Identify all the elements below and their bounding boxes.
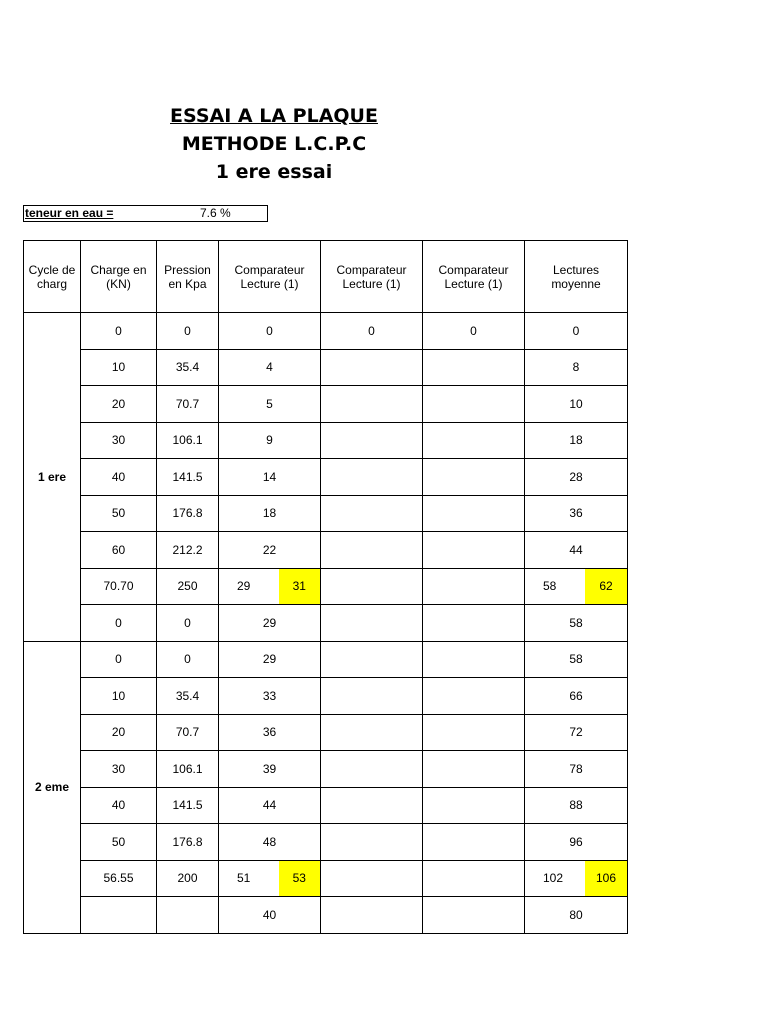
- cell-comparateur-1: 33: [219, 678, 321, 715]
- cell-moyenne: 36: [525, 495, 628, 532]
- table-row: [24, 459, 628, 496]
- header-comparateur-1-top: Comparateur: [234, 262, 305, 277]
- cell-comparateur-2: [321, 349, 423, 386]
- cell-moyenne-highlight: 62: [585, 569, 627, 605]
- moisture-content-box: [23, 205, 268, 222]
- cell-pression: 0: [157, 313, 219, 350]
- table-row: [24, 422, 628, 459]
- cell-moyenne: 88: [525, 787, 628, 824]
- cell-charge: 30: [81, 422, 157, 459]
- cell-moyenne: 44: [525, 532, 628, 569]
- cell-comparateur-1: 0: [219, 313, 321, 350]
- cell-pression: 141.5: [157, 787, 219, 824]
- cell-pression: 106.1: [157, 751, 219, 788]
- cell-comparateur-3: [423, 532, 525, 569]
- header-lectures-bottom: moyenne: [551, 276, 601, 291]
- cell-comparateur-1: 29: [219, 641, 321, 678]
- header-comparateur-2-top: Comparateur: [336, 262, 407, 277]
- cell-pression: 141.5: [157, 459, 219, 496]
- cell-charge: 70.70: [81, 568, 157, 605]
- cell-comparateur-1: 22: [219, 532, 321, 569]
- cell-moyenne: 78: [525, 751, 628, 788]
- header-comparateur-2: [321, 241, 423, 313]
- title-line-1: ESSAI A LA PLAQUE: [170, 105, 378, 127]
- cell-comparateur-3: [423, 568, 525, 605]
- cell-charge: 60: [81, 532, 157, 569]
- cell-comparateur-3: [423, 787, 525, 824]
- cell-moyenne: 80: [525, 897, 628, 934]
- cell-comparateur-2: [321, 787, 423, 824]
- header-comparateur-3-top: Comparateur: [438, 262, 509, 277]
- cell-comparateur-1-highlight: 53: [279, 861, 321, 897]
- header-comparateur-1-bottom: Lecture (1): [240, 276, 299, 291]
- header-lectures-moyenne: [525, 241, 628, 313]
- moisture-label: teneur en eau =: [25, 206, 114, 220]
- cell-comparateur-2: [321, 897, 423, 934]
- cell-moyenne: 66: [525, 678, 628, 715]
- table-row: [24, 532, 628, 569]
- header-comparateur-3-bottom: Lecture (1): [444, 276, 503, 291]
- cell-comparateur-2: [321, 459, 423, 496]
- cycle-label: 2 eme: [24, 641, 81, 933]
- cell-comparateur-3: [423, 897, 525, 934]
- cell-comparateur-3: [423, 678, 525, 715]
- table-row: [24, 714, 628, 751]
- cell-moyenne: 96: [525, 824, 628, 861]
- header-comparateur-1: [219, 241, 321, 313]
- cell-pression: 35.4: [157, 349, 219, 386]
- cell-comparateur-2: [321, 568, 423, 605]
- cell-comparateur-1: [219, 860, 321, 897]
- cell-comparateur-2: [321, 641, 423, 678]
- cell-pression: 106.1: [157, 422, 219, 459]
- cell-pression: 250: [157, 568, 219, 605]
- title-line-2: METHODE L.C.P.C: [181, 133, 367, 155]
- header-charge: Charge en (KN): [81, 241, 157, 313]
- table-row: [24, 568, 628, 605]
- cell-pression: 0: [157, 641, 219, 678]
- header-cycle: Cycle de charg: [24, 241, 81, 313]
- cell-pression: 0: [157, 605, 219, 642]
- cell-moyenne: 72: [525, 714, 628, 751]
- cell-charge: 0: [81, 641, 157, 678]
- document-title: [0, 102, 548, 186]
- cell-comparateur-1: 4: [219, 349, 321, 386]
- cell-moyenne-value: 102: [543, 871, 564, 886]
- cell-charge: 50: [81, 495, 157, 532]
- cell-pression: 70.7: [157, 386, 219, 423]
- cell-comparateur-1-value: 51: [237, 871, 251, 886]
- cell-pression: [157, 897, 219, 934]
- table-row: [24, 678, 628, 715]
- moisture-value: 7.6 %: [200, 206, 231, 220]
- cell-comparateur-1: 29: [219, 605, 321, 642]
- cell-comparateur-1: 39: [219, 751, 321, 788]
- cell-comparateur-2: [321, 714, 423, 751]
- table-header-row: [24, 241, 628, 313]
- cell-moyenne: 18: [525, 422, 628, 459]
- header-lectures-top: Lectures: [552, 262, 600, 277]
- cell-pression: 70.7: [157, 714, 219, 751]
- cell-comparateur-2: [321, 532, 423, 569]
- cell-comparateur-1: [219, 568, 321, 605]
- cell-comparateur-1: 36: [219, 714, 321, 751]
- table-row: [24, 641, 628, 678]
- cell-moyenne: 0: [525, 313, 628, 350]
- cell-comparateur-2: [321, 860, 423, 897]
- cell-comparateur-3: [423, 459, 525, 496]
- cell-moyenne: 10: [525, 386, 628, 423]
- cell-comparateur-3: [423, 495, 525, 532]
- cycle-label: 1 ere: [24, 313, 81, 642]
- table-row: [24, 495, 628, 532]
- header-comparateur-3: [423, 241, 525, 313]
- cell-charge: 10: [81, 678, 157, 715]
- title-line-3: 1 ere essai: [215, 161, 333, 183]
- cell-moyenne: 58: [525, 605, 628, 642]
- cell-comparateur-2: [321, 605, 423, 642]
- cell-comparateur-1: 18: [219, 495, 321, 532]
- cell-moyenne-highlight: 106: [585, 861, 627, 897]
- cell-comparateur-3: [423, 824, 525, 861]
- cell-comparateur-1: 40: [219, 897, 321, 934]
- cell-pression: 176.8: [157, 824, 219, 861]
- cell-charge: 0: [81, 313, 157, 350]
- cell-comparateur-3: [423, 605, 525, 642]
- cell-pression: 200: [157, 860, 219, 897]
- cell-comparateur-3: [423, 751, 525, 788]
- cell-charge: 56.55: [81, 860, 157, 897]
- cell-comparateur-1-highlight: 31: [279, 569, 321, 605]
- cell-comparateur-1: 44: [219, 787, 321, 824]
- cell-charge: 40: [81, 787, 157, 824]
- plate-test-table: [23, 240, 628, 934]
- table-row: [24, 860, 628, 897]
- cell-comparateur-2: [321, 678, 423, 715]
- cell-charge: 10: [81, 349, 157, 386]
- cell-comparateur-2: [321, 386, 423, 423]
- table-row: [24, 787, 628, 824]
- cell-comparateur-3: [423, 349, 525, 386]
- cell-charge: 20: [81, 386, 157, 423]
- cell-comparateur-2: [321, 824, 423, 861]
- cell-comparateur-3: [423, 641, 525, 678]
- cell-charge: 20: [81, 714, 157, 751]
- header-comparateur-2-bottom: Lecture (1): [342, 276, 401, 291]
- cell-comparateur-1: 48: [219, 824, 321, 861]
- cell-comparateur-2: 0: [321, 313, 423, 350]
- cell-moyenne: [525, 860, 628, 897]
- table-row: [24, 605, 628, 642]
- cell-comparateur-3: [423, 422, 525, 459]
- cell-pression: 212.2: [157, 532, 219, 569]
- cell-moyenne: 28: [525, 459, 628, 496]
- header-pression: Pression en Kpa: [157, 241, 219, 313]
- cell-moyenne: [525, 568, 628, 605]
- cell-charge: [81, 897, 157, 934]
- cell-pression: 176.8: [157, 495, 219, 532]
- cell-moyenne-value: 58: [543, 579, 557, 594]
- cell-pression: 35.4: [157, 678, 219, 715]
- table-row: [24, 349, 628, 386]
- cell-moyenne: 8: [525, 349, 628, 386]
- cell-moyenne: 58: [525, 641, 628, 678]
- cell-charge: 50: [81, 824, 157, 861]
- cell-comparateur-3: 0: [423, 313, 525, 350]
- table-row: [24, 386, 628, 423]
- cell-comparateur-2: [321, 751, 423, 788]
- cell-comparateur-1: 5: [219, 386, 321, 423]
- cell-comparateur-2: [321, 422, 423, 459]
- cell-charge: 40: [81, 459, 157, 496]
- cell-comparateur-2: [321, 495, 423, 532]
- cell-comparateur-1-value: 29: [237, 579, 251, 594]
- cell-comparateur-3: [423, 386, 525, 423]
- cell-comparateur-1: 14: [219, 459, 321, 496]
- table-row: [24, 897, 628, 934]
- table-row: [24, 751, 628, 788]
- table-row: [24, 313, 628, 350]
- cell-charge: 30: [81, 751, 157, 788]
- table-row: [24, 824, 628, 861]
- cell-charge: 0: [81, 605, 157, 642]
- cell-comparateur-3: [423, 860, 525, 897]
- cell-comparateur-1: 9: [219, 422, 321, 459]
- cell-comparateur-3: [423, 714, 525, 751]
